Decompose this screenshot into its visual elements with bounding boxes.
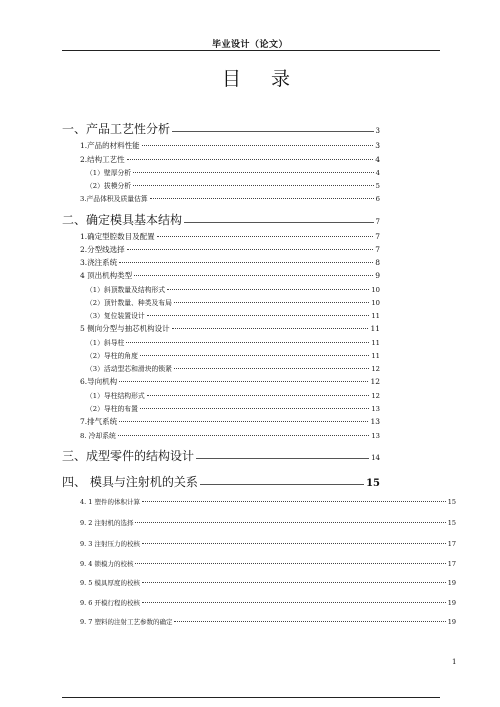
toc-entry-page: 7 [375, 232, 380, 241]
toc-entry-label: 四、 模具与注射机的关系 [62, 475, 198, 489]
toc-entry-page: 17 [447, 560, 456, 568]
toc-leader-dots [134, 275, 373, 276]
toc-leader-dots [133, 185, 374, 186]
toc-entry-label: 4 顶出机构类型 [80, 271, 133, 280]
toc-entry[interactable] [86, 337, 380, 347]
toc-leader-dots [167, 289, 369, 290]
toc-entry-page: 13 [371, 405, 380, 413]
toc-entry-section-4[interactable] [62, 473, 380, 490]
toc-entry[interactable] [80, 497, 456, 506]
toc-entry-page: 10 [371, 286, 380, 294]
toc-leader-dots [174, 621, 445, 622]
toc-entry-page: 19 [447, 579, 456, 587]
toc-entry-label: 5 侧向分型与抽芯机构设计 [80, 324, 170, 333]
toc-entry-label: 9. 5 模具厚度的校核 [80, 579, 140, 587]
toc-entry[interactable] [86, 363, 380, 373]
toc-leader-dots [118, 435, 370, 436]
toc-entry-label: 2.结构工艺性 [80, 155, 125, 164]
toc-entry-label: 2.分型线选择 [80, 245, 125, 254]
toc-entry[interactable] [86, 350, 380, 360]
toc-entry[interactable] [80, 154, 380, 165]
toc-entry[interactable] [80, 578, 456, 587]
toc-entry-page: 15 [447, 498, 456, 506]
toc-entry-page: 3 [375, 127, 380, 135]
toc-entry-label: （1）壁厚分析 [86, 169, 132, 177]
toc-leader-dots [196, 458, 369, 459]
toc-leader-dots [127, 159, 374, 160]
toc-leader-dots [127, 249, 374, 250]
toc-entry-page: 6 [375, 195, 380, 203]
toc-entry-page: 15 [366, 478, 380, 489]
toc-entry-page: 11 [370, 324, 380, 333]
toc-leader-dots [174, 302, 369, 303]
toc-entry-page: 19 [447, 599, 456, 607]
toc-entry[interactable] [80, 518, 456, 527]
toc-entry[interactable] [86, 284, 380, 294]
toc-entry[interactable] [80, 323, 380, 334]
toc-entry-label: 三、成型零件的结构设计 [62, 449, 195, 463]
toc-entry-label: 8. 冷却系统 [80, 432, 116, 440]
toc-entry-page: 7 [375, 218, 380, 226]
toc-entry[interactable] [80, 598, 456, 607]
toc-entry-section-3[interactable] [62, 447, 380, 464]
toc-entry-label: 二、确定模具基本结构 [62, 213, 183, 227]
toc-entry-page: 14 [371, 454, 380, 462]
toc-entry-label: 7.排气系统 [80, 417, 118, 426]
toc-leader-dots [142, 145, 374, 146]
toc-entry-page: 11 [371, 339, 380, 347]
toc-entry-page: 4 [375, 155, 380, 164]
toc-entry-label: 9. 6 开模行程的校核 [80, 599, 140, 607]
toc-entry-label: （3）活动型芯和滑块的锁紧 [86, 365, 172, 373]
toc-entry[interactable] [80, 244, 380, 255]
toc-leader-dots [142, 582, 446, 583]
page-title: 目 录 [221, 68, 303, 90]
toc-entry[interactable] [80, 416, 380, 427]
toc-entry[interactable] [80, 270, 380, 281]
toc-entry-label: 3.产品体积及质量估算 [80, 195, 148, 203]
toc-leader-dots [172, 131, 374, 132]
toc-entry-page: 4 [375, 169, 380, 177]
toc-leader-dots [150, 198, 374, 199]
toc-entry[interactable] [80, 376, 380, 387]
toc-entry[interactable] [80, 430, 380, 440]
toc-entry-label: （1）斜顶数量及结构形式 [86, 286, 166, 294]
toc-entry-label: （3）复位装置设计 [86, 312, 145, 320]
toc-entry-page: 9 [375, 271, 380, 280]
toc-entry-section-1[interactable] [62, 120, 380, 137]
toc-leader-dots [184, 222, 374, 223]
toc-entry[interactable] [80, 257, 380, 268]
toc-entry-label: 9. 4 锁模力的校核 [80, 560, 134, 568]
toc-entry-label: （2）顶针数量、种类及布局 [86, 299, 172, 307]
toc-entry-page: 11 [371, 352, 380, 360]
toc-entry-label: （2）导柱的布置 [86, 405, 138, 413]
toc-entry-label: 9. 3 注射压力的校核 [80, 540, 140, 548]
toc-leader-dots [142, 543, 446, 544]
toc-leader-dots [142, 602, 446, 603]
footer-divider [62, 697, 440, 698]
toc-entry-page: 13 [370, 417, 380, 426]
toc-entry-page: 11 [371, 312, 380, 320]
toc-leader-dots [172, 328, 369, 329]
toc-entry-page: 19 [447, 618, 456, 626]
toc-entry-label: 一、产品工艺性分析 [62, 122, 171, 136]
toc-entry-label: 9. 2 注射机的选择 [80, 519, 134, 527]
toc-leader-dots [147, 395, 370, 396]
toc-leader-dots [200, 484, 364, 485]
toc-entry-page: 12 [371, 392, 380, 400]
toc-entry[interactable] [86, 297, 380, 307]
toc-entry-page: 13 [371, 432, 380, 440]
toc-entry-page: 10 [371, 299, 380, 307]
toc-entry-label: （2）拔模分析 [86, 182, 132, 190]
toc-leader-dots [119, 262, 373, 263]
toc-entry[interactable] [80, 140, 380, 151]
toc-entry[interactable] [80, 617, 456, 626]
toc-entry[interactable] [80, 559, 456, 568]
toc-entry-label: 1.确定型腔数目及配置 [80, 232, 155, 241]
toc-entry-label: （1）导柱结构形式 [86, 392, 145, 400]
toc-leader-dots [147, 315, 370, 316]
toc-entry[interactable] [86, 180, 380, 190]
toc-entry-label: （1）斜导柱 [86, 339, 125, 347]
toc-entry[interactable] [86, 403, 380, 413]
header-divider [62, 50, 440, 51]
toc-entry[interactable] [80, 193, 380, 203]
toc-leader-dots [135, 563, 445, 564]
toc-entry-section-2[interactable] [62, 211, 380, 228]
toc-entry-page: 5 [375, 182, 380, 190]
toc-entry-page: 8 [375, 258, 380, 267]
toc-leader-dots [140, 355, 369, 356]
toc-leader-dots [174, 368, 369, 369]
toc-entry-page: 7 [375, 245, 380, 254]
toc-entry-label: 1.产品的材料性能 [80, 141, 140, 150]
toc-leader-dots [135, 522, 445, 523]
toc-entry-page: 15 [447, 519, 456, 527]
toc-entry[interactable] [80, 539, 456, 548]
page-number: 1 [452, 658, 457, 666]
toc-entry-page: 12 [371, 365, 380, 373]
toc-entry[interactable] [86, 167, 380, 177]
toc-leader-dots [126, 342, 369, 343]
toc-entry-page: 17 [447, 540, 456, 548]
toc-leader-dots [119, 381, 368, 382]
toc-entry-label: 4. 1 塑件的体积计算 [80, 498, 140, 506]
toc-entry[interactable] [86, 310, 380, 320]
toc-leader-dots [142, 501, 446, 502]
toc-entry-page: 3 [375, 141, 380, 150]
toc-leader-dots [133, 172, 374, 173]
toc-leader-dots [119, 421, 368, 422]
toc-entry-label: 6.导向机构 [80, 377, 118, 386]
toc-entry-label: 9. 7 塑料的注射工艺参数的确定 [80, 618, 173, 626]
toc-leader-dots [140, 408, 369, 409]
toc-entry[interactable] [86, 390, 380, 400]
toc-entry[interactable] [80, 231, 380, 242]
toc-leader-dots [157, 236, 374, 237]
page-header: 毕业设计（论文） [211, 40, 288, 50]
toc-entry-label: （2）导柱的角度 [86, 352, 138, 360]
toc-entry-page: 12 [370, 377, 380, 386]
toc-entry-label: 3.浇注系统 [80, 258, 118, 267]
